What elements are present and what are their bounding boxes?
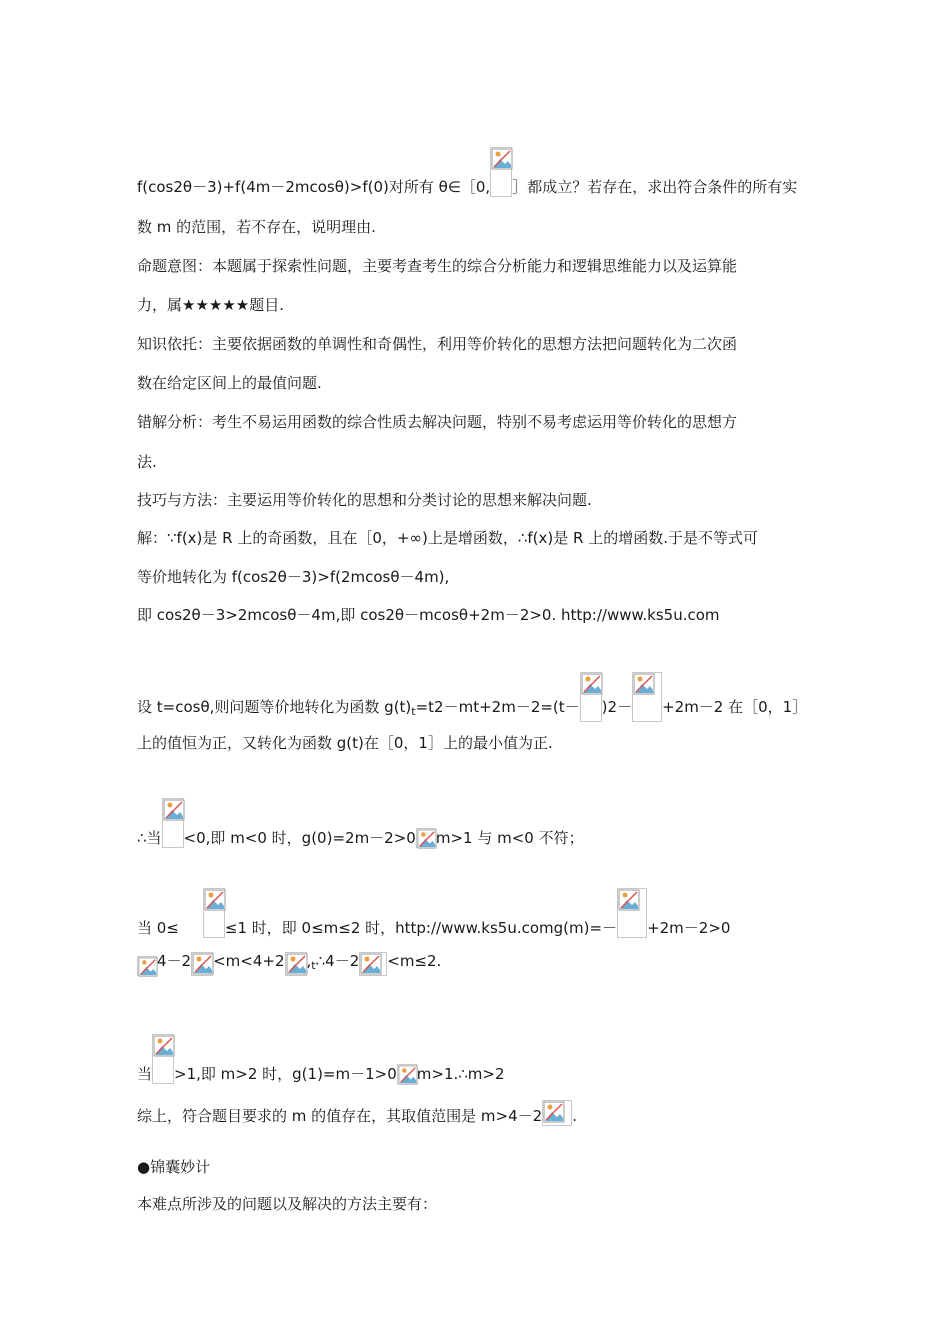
broken-image-icon — [285, 952, 307, 976]
broken-image-icon — [397, 1064, 417, 1084]
broken-image-icon — [632, 672, 662, 722]
broken-image-icon — [152, 1034, 174, 1084]
case-3-line: 当 >1,即 m>2 时，g(1)=m－1>0 m>1.∴m>2 — [137, 1034, 505, 1084]
solution-line-2: 等价地转化为 f(cos2θ－3)>f(2mcosθ－4m), — [137, 568, 450, 586]
problem-statement-line-2: 数 m 的范围，若不存在，说明理由. — [137, 218, 376, 236]
broken-image-icon — [191, 952, 213, 976]
solution-line-3: 即 cos2θ－3>2mcosθ－4m,即 cos2θ－mcosθ+2m－2>0. http://www.ks5u.com — [137, 606, 720, 624]
solution-line-5: 上的值恒为正，又转化为函数 g(t)在［0，1］上的最小值为正. — [137, 734, 553, 752]
broken-image-icon — [137, 956, 157, 976]
broken-image-icon — [203, 888, 225, 938]
case-2-line: 当 0≤ ≤1 时，即 0≤m≤2 时，http://www.ks5u.comg(m)=－ +2m－2>0 — [137, 888, 730, 938]
tips-intro-line: 本难点所涉及的问题以及解决的方法主要有： — [137, 1195, 438, 1213]
broken-image-icon — [617, 888, 647, 938]
intent-paragraph-line-1: 命题意图：本题属于探索性问题，主要考查考生的综合分析能力和逻辑思维能力以及运算能 — [137, 257, 738, 275]
case-2-result-line: 4－2 <m<4+2 $,_t\therefore 4-2$ <m≤2. — [137, 951, 441, 976]
error-analysis-line-1: 错解分析：考生不易运用函数的综合性质去解决问题，特别不易考虑运用等价转化的思想方 — [137, 413, 738, 431]
broken-image-icon — [162, 798, 184, 848]
broken-image-icon — [542, 1100, 572, 1126]
broken-image-icon — [580, 672, 602, 722]
knowledge-paragraph-line-2: 数在给定区间上的最值问题. — [137, 374, 322, 392]
broken-image-icon — [359, 952, 387, 976]
solution-line-4: 设 t=cosθ,则问题等价地转化为函数 $g(t)_t=t2-mt+2m-2=(t-$ )2－ +2m－2 在［0，1］ — [137, 672, 807, 722]
knowledge-paragraph-line-1: 知识依托：主要依据函数的单调性和奇偶性，利用等价转化的思想方法把问题转化为二次函 — [137, 335, 738, 353]
tips-heading: ●锦囊妙计 — [137, 1158, 211, 1176]
technique-line: 技巧与方法：主要运用等价转化的思想和分类讨论的思想来解决问题. — [137, 491, 592, 509]
broken-image-icon — [490, 147, 512, 197]
broken-image-icon — [416, 828, 436, 848]
case-1-line: ∴当 <0,即 m<0 时，g(0)=2m－2>0 m>1 与 m<0 不符； — [137, 798, 584, 848]
problem-statement-line-1: f(cos2θ－3)+f(4m－2mcosθ)>f(0)对所有 θ∈［0, ］都成立？若存在，求出符合条件的所有实 — [137, 147, 797, 197]
intent-paragraph-line-2: 力，属★★★★★题目. — [137, 296, 285, 314]
conclusion-line: 综上，符合题目要求的 m 的值存在，其取值范围是 m>4－2 . — [137, 1100, 577, 1126]
solution-line-1: 解：∵f(x)是 R 上的奇函数，且在［0，+∞)上是增函数，∴f(x)是 R 上的增函数.于是不等式可 — [137, 529, 758, 547]
error-analysis-line-2: 法. — [137, 453, 157, 471]
